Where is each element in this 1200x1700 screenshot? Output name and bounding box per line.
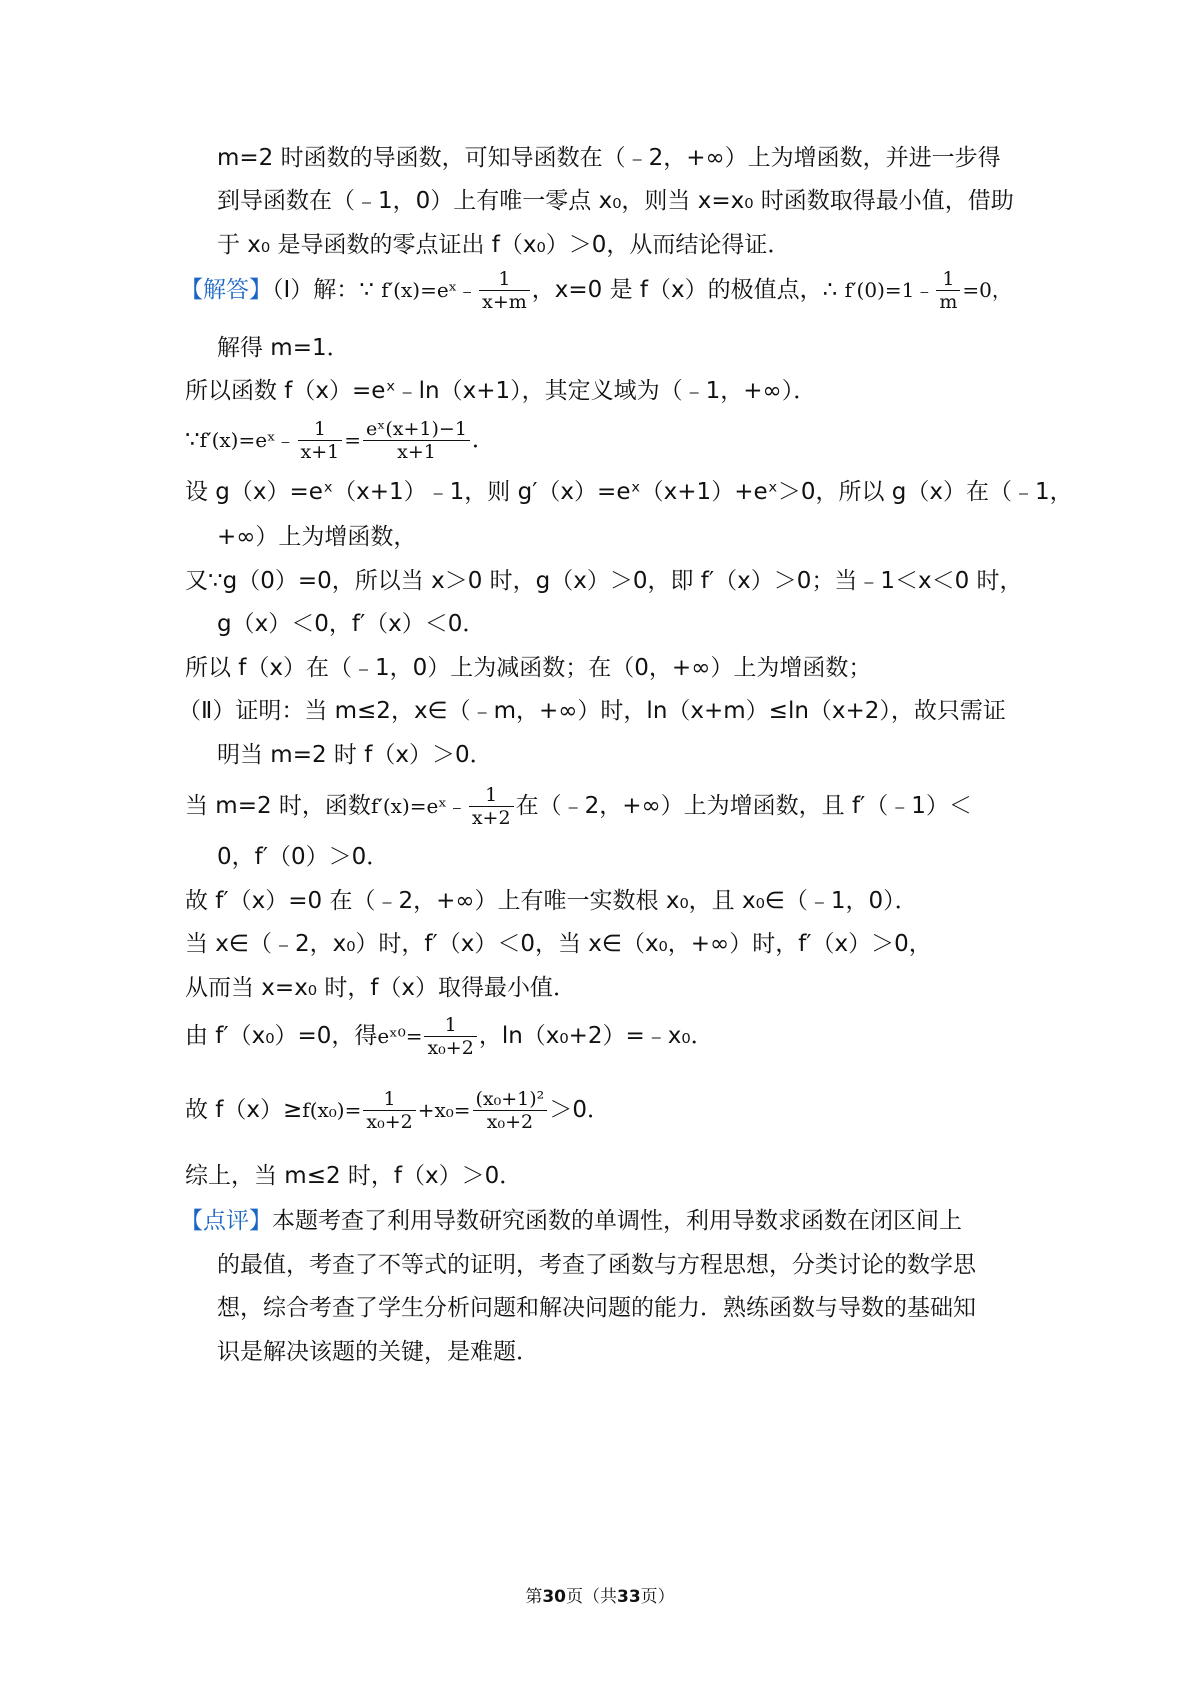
text-line: m=2 时函数的导函数，可知导函数在（﹣2，+∞）上为增函数，并进一步得 [217, 145, 1001, 171]
text-line: （Ⅱ）证明：当 m≤2，x∈（﹣m，+∞）时，ln（x+m）≤ln（x+2），故只需证 [178, 698, 1006, 724]
text-line: 当 x∈（﹣2，x₀）时，f′（x）＜0，当 x∈（x₀，+∞）时，f′（x）＞0， [185, 931, 932, 957]
text-line: 到导函数在（﹣1，0）上有唯一零点 x₀，则当 x=x₀ 时函数取得最小值，借助 [217, 188, 1014, 214]
text-line: g（x）＜0，f′（x）＜0． [217, 611, 486, 637]
text-line: 0，f′（0）＞0． [217, 844, 390, 870]
comment-line: 【点评】本题考查了利用导数研究函数的单调性，利用导数求函数在闭区间上 [180, 1208, 962, 1234]
comment-tag: 【点评】 [180, 1208, 272, 1234]
x0-line: 由 f′（x₀）=0，得eˣ⁰= $\frac{1}{\text{x₀+2}}$ ，ln（x₀+2）=﹣x₀． [185, 1014, 714, 1059]
fraction: $\frac{1}{\text{x₀+2}}$ [424, 1014, 476, 1059]
text-line: 的最值，考查了不等式的证明，考查了函数与方程思想，分类讨论的数学思 [217, 1252, 976, 1278]
text-line: 解得 m=1． [217, 335, 350, 361]
text-line: 想，综合考查了学生分析问题和解决问题的能力．熟练函数与导数的基础知 [217, 1295, 976, 1321]
fraction: $\frac{\text{eˣ(x+1)−1}}{x+1}$ [363, 418, 470, 463]
text-line: 识是解决该题的关键，是难题． [217, 1339, 539, 1365]
text-line: 又∵g（0）=0，所以当 x＞0 时，g（x）＞0，即 f′（x）＞0；当﹣1＜x＜0 时， [185, 568, 1023, 594]
fraction: $\frac{\text{(x₀+1)²}}{\text{x₀+2}}$ [473, 1088, 548, 1133]
text-line: 从而当 x=x₀ 时，f（x）取得最小值． [185, 975, 577, 1001]
fraction: $\frac{1}{x+m}$ [479, 268, 530, 313]
fraction: $\frac{1}{x+1}$ [298, 418, 343, 463]
page-footer: 第30页（共33页） [525, 1587, 675, 1607]
text-line: 所以函数 f（x）=eˣ﹣ln（x+1），其定义域为（﹣1，+∞）． [185, 378, 817, 404]
m2-line: 当 m=2 时，函数f′(x)=eˣ﹣ $\frac{1}{x+2}$ 在（﹣2，+∞）上为增函数，且 f′（﹣1）＜ [185, 784, 972, 829]
fraction: $\frac{1}{\text{x₀+2}}$ [363, 1088, 415, 1133]
text-line: 故 f′（x）=0 在（﹣2，+∞）上有唯一实数根 x₀，且 x₀∈（﹣1，0）． [185, 888, 918, 914]
total-pages: 33 [617, 1587, 641, 1607]
answer-tag: 【解答】 [180, 277, 272, 303]
text-line: 设 g（x）=eˣ（x+1）﹣1，则 g′（x）=eˣ（x+1）+eˣ＞0，所以 g（x）在（﹣1， [185, 479, 1073, 505]
text-line: 明当 m=2 时 f（x）＞0． [217, 742, 493, 768]
text-line: +∞）上为增函数， [217, 524, 417, 550]
fraction: $\frac{1}{x+2}$ [469, 784, 514, 829]
derivative-line: ∵f′(x)=eˣ﹣ $\frac{1}{x+1}$ = $\frac{\text{eˣ(x+1)−1}}{x+1}$ ． [185, 418, 495, 463]
page-number: 30 [542, 1587, 566, 1607]
fraction: $\frac{1}{m}$ [936, 268, 960, 313]
final-line: 故 f（x）≥f(x₀)= $\frac{1}{\text{x₀+2}}$ +x₀= $\frac{\text{(x₀+1)²}}{\text{x₀+2}}$ ＞0． [185, 1088, 610, 1133]
text-line: 于 x₀ 是导函数的零点证出 f（x₀）＞0，从而结论得证． [217, 232, 791, 258]
answer-line: 【解答】（Ⅰ）解：∵ f′(x)=eˣ﹣ $\frac{1}{x+m}$ ，x=0 是 f（x）的极值点，∴ f′(0)=1﹣ $\frac{1}{m}$ =0， [180, 268, 1012, 313]
text-line: 综上，当 m≤2 时，f（x）＞0． [185, 1163, 523, 1189]
text-line: 所以 f（x）在（﹣1，0）上为减函数；在（0，+∞）上为增函数； [185, 655, 872, 681]
